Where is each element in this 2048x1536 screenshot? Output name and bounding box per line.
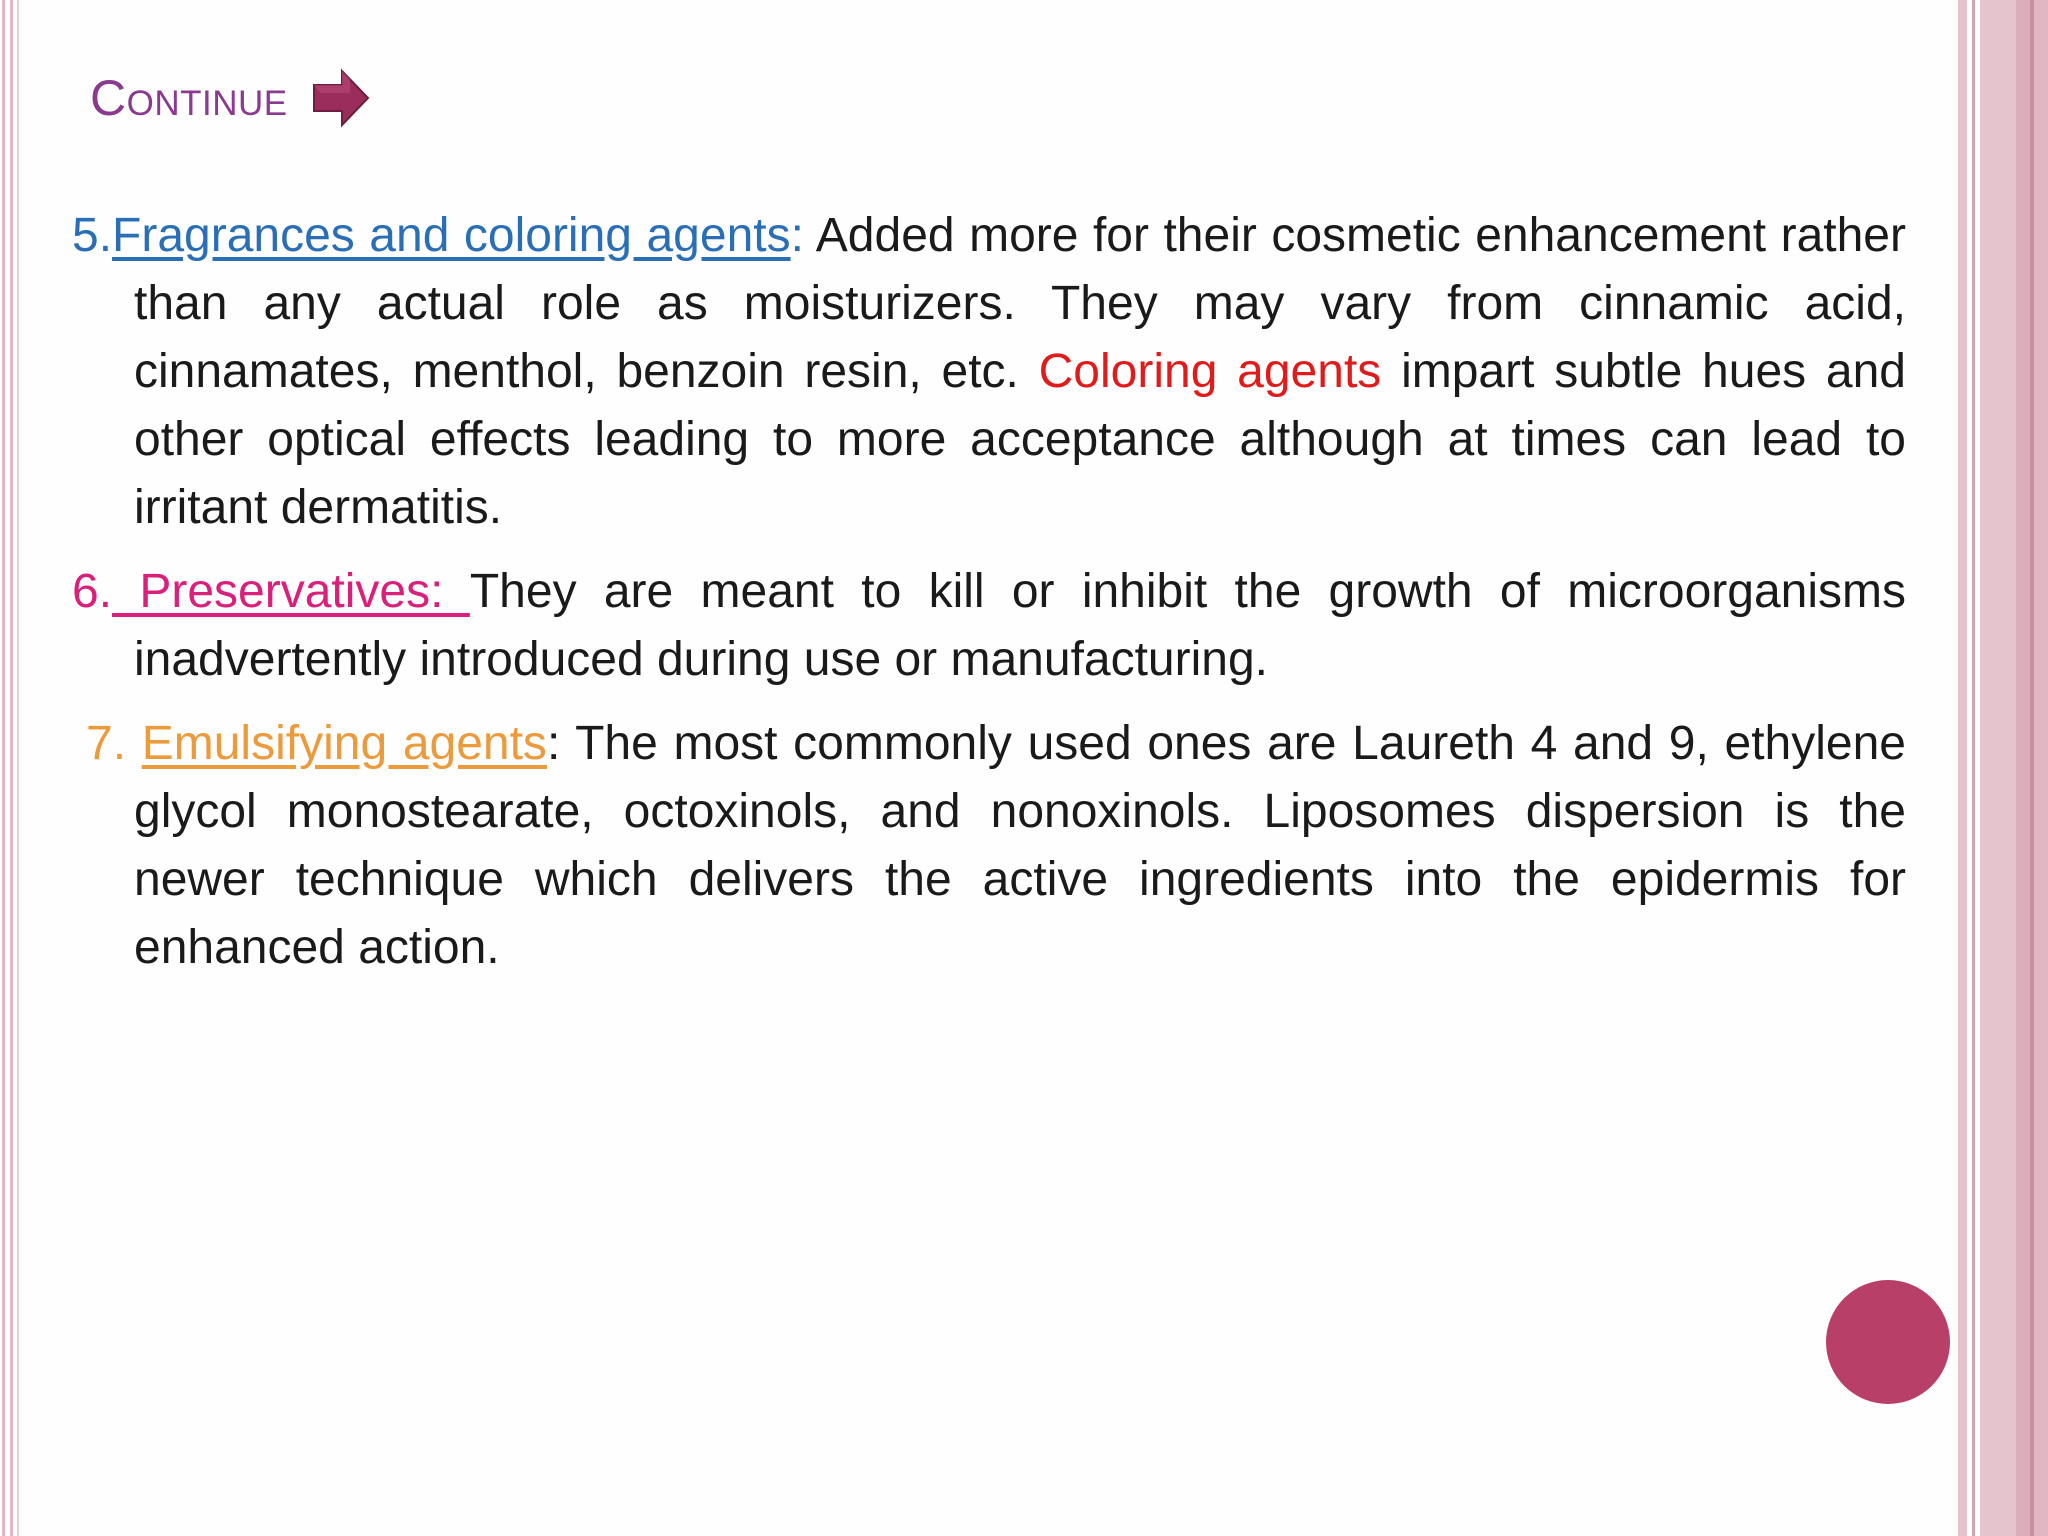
item-text: : The most commonly used ones are Laureth 4 and 9, ethylene glycol monostearate, octoxinols, and nonoxinols. Liposomes dispersion is the newer technique which delivers the active ingredients into the epidermis for enhanced action. (134, 717, 1906, 974)
item-text: Added more for their cosmetic enhancement rather than any actual role as moisturizers. They may vary from cinnamic acid, cinnamates, menthol, benzoin resin, etc. (134, 209, 1906, 398)
item-number: 7. (86, 717, 142, 770)
right-arrow-icon (310, 67, 372, 129)
slide-title (90, 68, 372, 128)
left-decorative-border (0, 0, 22, 1536)
slide-body (72, 202, 1906, 982)
decorative-circle (1826, 1280, 1950, 1404)
item-term: Preservatives: (112, 565, 470, 618)
item-term-colon: : (790, 209, 804, 262)
item-term: Fragrances and coloring agents (112, 209, 791, 262)
list-item-5 (72, 202, 1906, 542)
list-item-6 (72, 558, 1906, 694)
item-number: 6. (72, 565, 113, 618)
item-text: They are meant to kill or inhibit the growth of microorganisms inadvertently introduced during use or manufacturing. (134, 565, 1906, 686)
right-decorative-border (1958, 0, 2048, 1536)
item-number: 5. (72, 209, 113, 262)
item-highlight: Coloring agents (1038, 345, 1382, 398)
item-text-continued: impart subtle hues and other optical effects leading to more acceptance although at times can lead to irritant dermatitis. (134, 345, 1906, 534)
item-term: Emulsifying agents (141, 717, 547, 770)
slide-title-text: Continue (90, 70, 288, 126)
list-item-7 (72, 710, 1906, 982)
